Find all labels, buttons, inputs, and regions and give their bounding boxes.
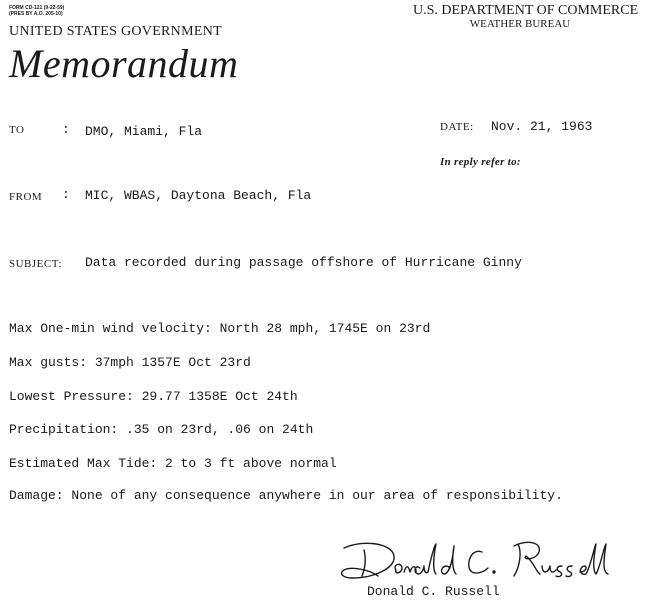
to-label: TO [9,124,25,136]
body-line-precipitation: Precipitation: .35 on 23rd, .06 on 24th [9,422,314,437]
reply-refer-label: In reply refer to: [440,156,521,168]
date-label: DATE: [440,121,474,133]
body-line-damage: Damage: None of any consequence anywhere in our area of responsibility. [9,488,563,503]
memo-title: Memorandum [9,41,239,86]
from-value: MIC, WBAS, Daytona Beach, Fla [85,188,312,203]
typed-signature-name: Donald C. Russell [367,584,500,599]
form-number: FORM CD-121 (9-22-59) [9,5,65,11]
agency-name: U.S. DEPARTMENT OF COMMERCE [413,3,639,18]
subject-value: Data recorded during passage offshore of Hurricane Ginny [85,255,522,270]
subject-label: SUBJECT: [9,258,62,270]
from-label: FROM [9,191,43,203]
to-value: DMO, Miami, Fla [85,124,203,139]
to-colon: : [62,122,70,137]
form-prescribed-by: (PRES BY A.O. 205-10) [9,11,63,17]
bureau-name: WEATHER BUREAU [469,18,571,30]
handwritten-signature [330,532,610,592]
body-line-lowest-pressure: Lowest Pressure: 29.77 1358E Oct 24th [9,389,298,404]
body-line-max-gusts: Max gusts: 37mph 1357E Oct 23rd [9,355,251,370]
body-line-wind-velocity: Max One-min wind velocity: North 28 mph, 1745E on 23rd [9,321,431,336]
date-value: Nov. 21, 1963 [491,119,593,134]
government-heading: UNITED STATES GOVERNMENT [9,24,222,39]
from-colon: : [62,187,70,202]
body-line-max-tide: Estimated Max Tide: 2 to 3 ft above normal [9,456,337,471]
